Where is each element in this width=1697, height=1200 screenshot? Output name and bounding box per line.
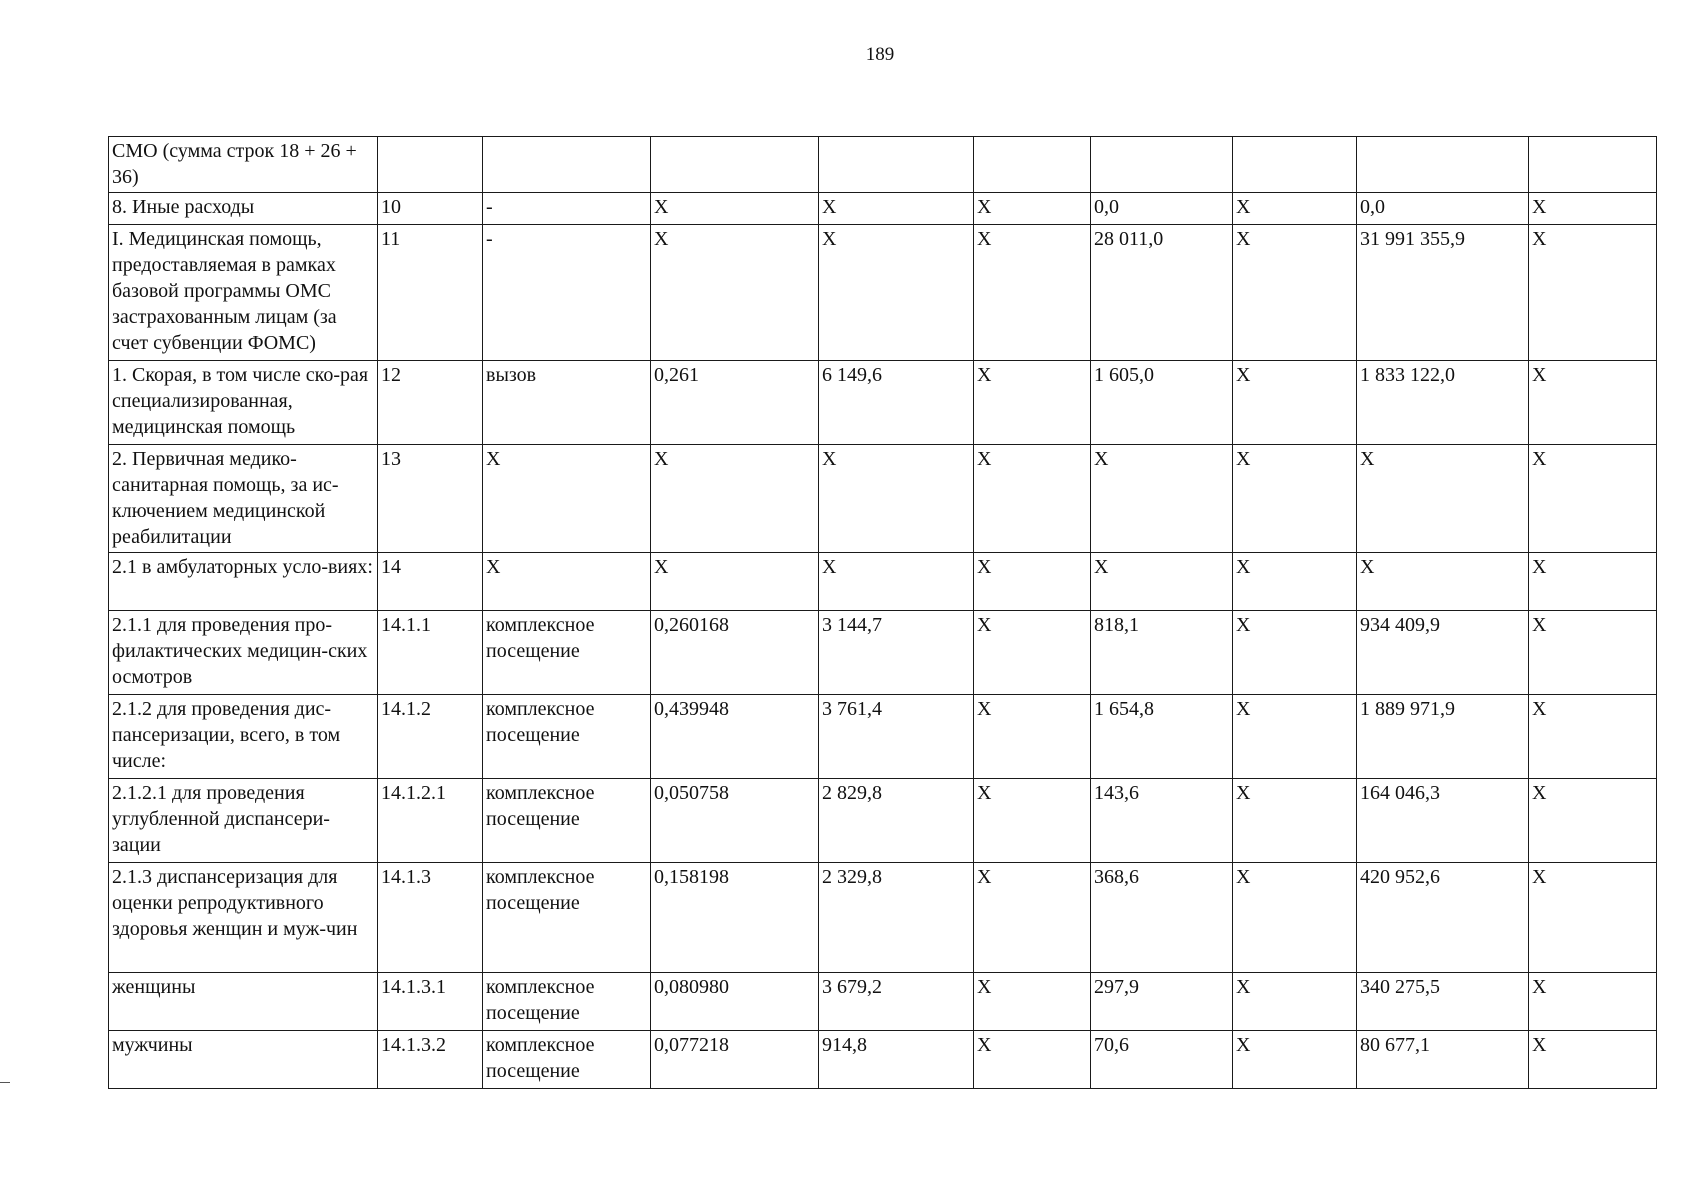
cell-c6: X	[974, 863, 1091, 973]
cell-c10: X	[1529, 361, 1657, 445]
cell-c7: 1 605,0	[1091, 361, 1233, 445]
cell-c8: X	[1233, 973, 1357, 1031]
cell-c7: 143,6	[1091, 779, 1233, 863]
cell-c4: 0,439948	[651, 695, 819, 779]
cell-c6	[974, 137, 1091, 193]
cell-c8: X	[1233, 225, 1357, 361]
cell-c4: 0,080980	[651, 973, 819, 1031]
cell-c7: 368,6	[1091, 863, 1233, 973]
cell-c8: X	[1233, 779, 1357, 863]
cell-name: 8. Иные расходы	[109, 193, 378, 225]
cell-c10	[1529, 137, 1657, 193]
cell-name: 1. Скорая, в том числе ско-рая специализированная, медицинская помощь	[109, 361, 378, 445]
cell-unit: комплексное посещение	[483, 779, 651, 863]
cell-c9: 1 833 122,0	[1357, 361, 1529, 445]
table-row	[109, 779, 1657, 863]
table-row	[109, 1031, 1657, 1089]
cell-c10: X	[1529, 695, 1657, 779]
cell-unit: -	[483, 225, 651, 361]
cell-c5: 2 329,8	[819, 863, 974, 973]
cell-c9: X	[1357, 553, 1529, 611]
cell-c9: 420 952,6	[1357, 863, 1529, 973]
cell-c9: X	[1357, 445, 1529, 553]
cell-unit: комплексное посещение	[483, 611, 651, 695]
cell-c5	[819, 137, 974, 193]
cell-code	[378, 137, 483, 193]
table-row	[109, 193, 1657, 225]
cell-code: 14.1.2	[378, 695, 483, 779]
cell-c5: 3 761,4	[819, 695, 974, 779]
table-body	[109, 137, 1657, 1089]
cell-c5: 2 829,8	[819, 779, 974, 863]
page-number: 189	[865, 44, 895, 65]
cell-name: 2.1.1 для проведения про-филактических медицин-ских осмотров	[109, 611, 378, 695]
table-row	[109, 445, 1657, 553]
cell-c9: 934 409,9	[1357, 611, 1529, 695]
cell-c9: 1 889 971,9	[1357, 695, 1529, 779]
cell-c5: X	[819, 225, 974, 361]
cell-code: 14.1.3.2	[378, 1031, 483, 1089]
cell-name: 2.1 в амбулаторных усло-виях:	[109, 553, 378, 611]
table-row	[109, 695, 1657, 779]
cell-code: 13	[378, 445, 483, 553]
table-row	[109, 611, 1657, 695]
cell-c5: 6 149,6	[819, 361, 974, 445]
cell-c6: X	[974, 973, 1091, 1031]
cell-c4: 0,261	[651, 361, 819, 445]
cell-c8: X	[1233, 361, 1357, 445]
cell-code: 14.1.1	[378, 611, 483, 695]
cell-c7: 70,6	[1091, 1031, 1233, 1089]
cell-c8: X	[1233, 611, 1357, 695]
cell-c9: 80 677,1	[1357, 1031, 1529, 1089]
margin-mark	[0, 1082, 10, 1083]
table-row	[109, 973, 1657, 1031]
cell-c6: X	[974, 695, 1091, 779]
cell-name: 2.1.2 для проведения дис-пансеризации, всего, в том числе:	[109, 695, 378, 779]
cell-c10: X	[1529, 973, 1657, 1031]
cell-c7: 818,1	[1091, 611, 1233, 695]
cell-name: мужчины	[109, 1031, 378, 1089]
cell-c4: 0,077218	[651, 1031, 819, 1089]
cell-c5: 3 679,2	[819, 973, 974, 1031]
cell-unit: комплексное посещение	[483, 973, 651, 1031]
table-row	[109, 137, 1657, 193]
cell-c7: 1 654,8	[1091, 695, 1233, 779]
cell-c6: X	[974, 445, 1091, 553]
cell-c9: 0,0	[1357, 193, 1529, 225]
cell-c10: X	[1529, 553, 1657, 611]
cell-c6: X	[974, 1031, 1091, 1089]
cell-c7: 28 011,0	[1091, 225, 1233, 361]
cell-c5: X	[819, 445, 974, 553]
cell-c8	[1233, 137, 1357, 193]
cell-name: 2.1.3 диспансеризация для оценки репродуктивного здоровья женщин и муж-чин	[109, 863, 378, 973]
cell-c8: X	[1233, 863, 1357, 973]
cell-c7: 0,0	[1091, 193, 1233, 225]
cell-c8: X	[1233, 193, 1357, 225]
table-row	[109, 863, 1657, 973]
cell-unit: комплексное посещение	[483, 863, 651, 973]
cell-code: 12	[378, 361, 483, 445]
cell-c10: X	[1529, 445, 1657, 553]
cell-code: 14.1.3.1	[378, 973, 483, 1031]
cell-name: 2.1.2.1 для проведения углубленной диспансери-зации	[109, 779, 378, 863]
cell-c6: X	[974, 611, 1091, 695]
cell-c10: X	[1529, 779, 1657, 863]
cell-c6: X	[974, 361, 1091, 445]
cell-c8: X	[1233, 445, 1357, 553]
cell-c5: 914,8	[819, 1031, 974, 1089]
cell-c6: X	[974, 193, 1091, 225]
cell-unit: -	[483, 193, 651, 225]
cell-c8: X	[1233, 695, 1357, 779]
cell-c9	[1357, 137, 1529, 193]
table-row	[109, 225, 1657, 361]
cell-c9: 31 991 355,9	[1357, 225, 1529, 361]
cell-code: 11	[378, 225, 483, 361]
cell-code: 14.1.2.1	[378, 779, 483, 863]
cell-c4: X	[651, 225, 819, 361]
cell-name: I. Медицинская помощь, предоставляемая в рамках базовой программы ОМС застрахованным лицам (за счет субвенции ФОМС)	[109, 225, 378, 361]
cell-c9: 340 275,5	[1357, 973, 1529, 1031]
cell-c7: X	[1091, 445, 1233, 553]
cell-c5: 3 144,7	[819, 611, 974, 695]
cell-c7: X	[1091, 553, 1233, 611]
cell-code: 14	[378, 553, 483, 611]
cell-unit: комплексное посещение	[483, 1031, 651, 1089]
cell-c9: 164 046,3	[1357, 779, 1529, 863]
cell-c5: X	[819, 193, 974, 225]
cell-c4: X	[651, 553, 819, 611]
cell-c4: 0,050758	[651, 779, 819, 863]
cell-c10: X	[1529, 193, 1657, 225]
cell-c10: X	[1529, 863, 1657, 973]
cell-c7: 297,9	[1091, 973, 1233, 1031]
cell-c8: X	[1233, 1031, 1357, 1089]
table-row	[109, 553, 1657, 611]
cell-unit	[483, 137, 651, 193]
cell-unit: X	[483, 445, 651, 553]
table-row	[109, 361, 1657, 445]
cell-c4	[651, 137, 819, 193]
cell-c4: 0,260168	[651, 611, 819, 695]
cell-c8: X	[1233, 553, 1357, 611]
cell-name: СМО (сумма строк 18 + 26 + 36)	[109, 137, 378, 193]
cell-c6: X	[974, 779, 1091, 863]
cell-code: 14.1.3	[378, 863, 483, 973]
cell-unit: X	[483, 553, 651, 611]
cell-c10: X	[1529, 611, 1657, 695]
cell-unit: комплексное посещение	[483, 695, 651, 779]
cell-code: 10	[378, 193, 483, 225]
financing-table	[108, 136, 1657, 1089]
cell-c6: X	[974, 225, 1091, 361]
cell-unit: вызов	[483, 361, 651, 445]
cell-c4: 0,158198	[651, 863, 819, 973]
cell-c10: X	[1529, 225, 1657, 361]
cell-c4: X	[651, 193, 819, 225]
cell-name: женщины	[109, 973, 378, 1031]
cell-c5: X	[819, 553, 974, 611]
cell-c7	[1091, 137, 1233, 193]
cell-c6: X	[974, 553, 1091, 611]
cell-name: 2. Первичная медико-санитарная помощь, за ис-ключением медицинской реабилитации	[109, 445, 378, 553]
cell-c10: X	[1529, 1031, 1657, 1089]
cell-c4: X	[651, 445, 819, 553]
